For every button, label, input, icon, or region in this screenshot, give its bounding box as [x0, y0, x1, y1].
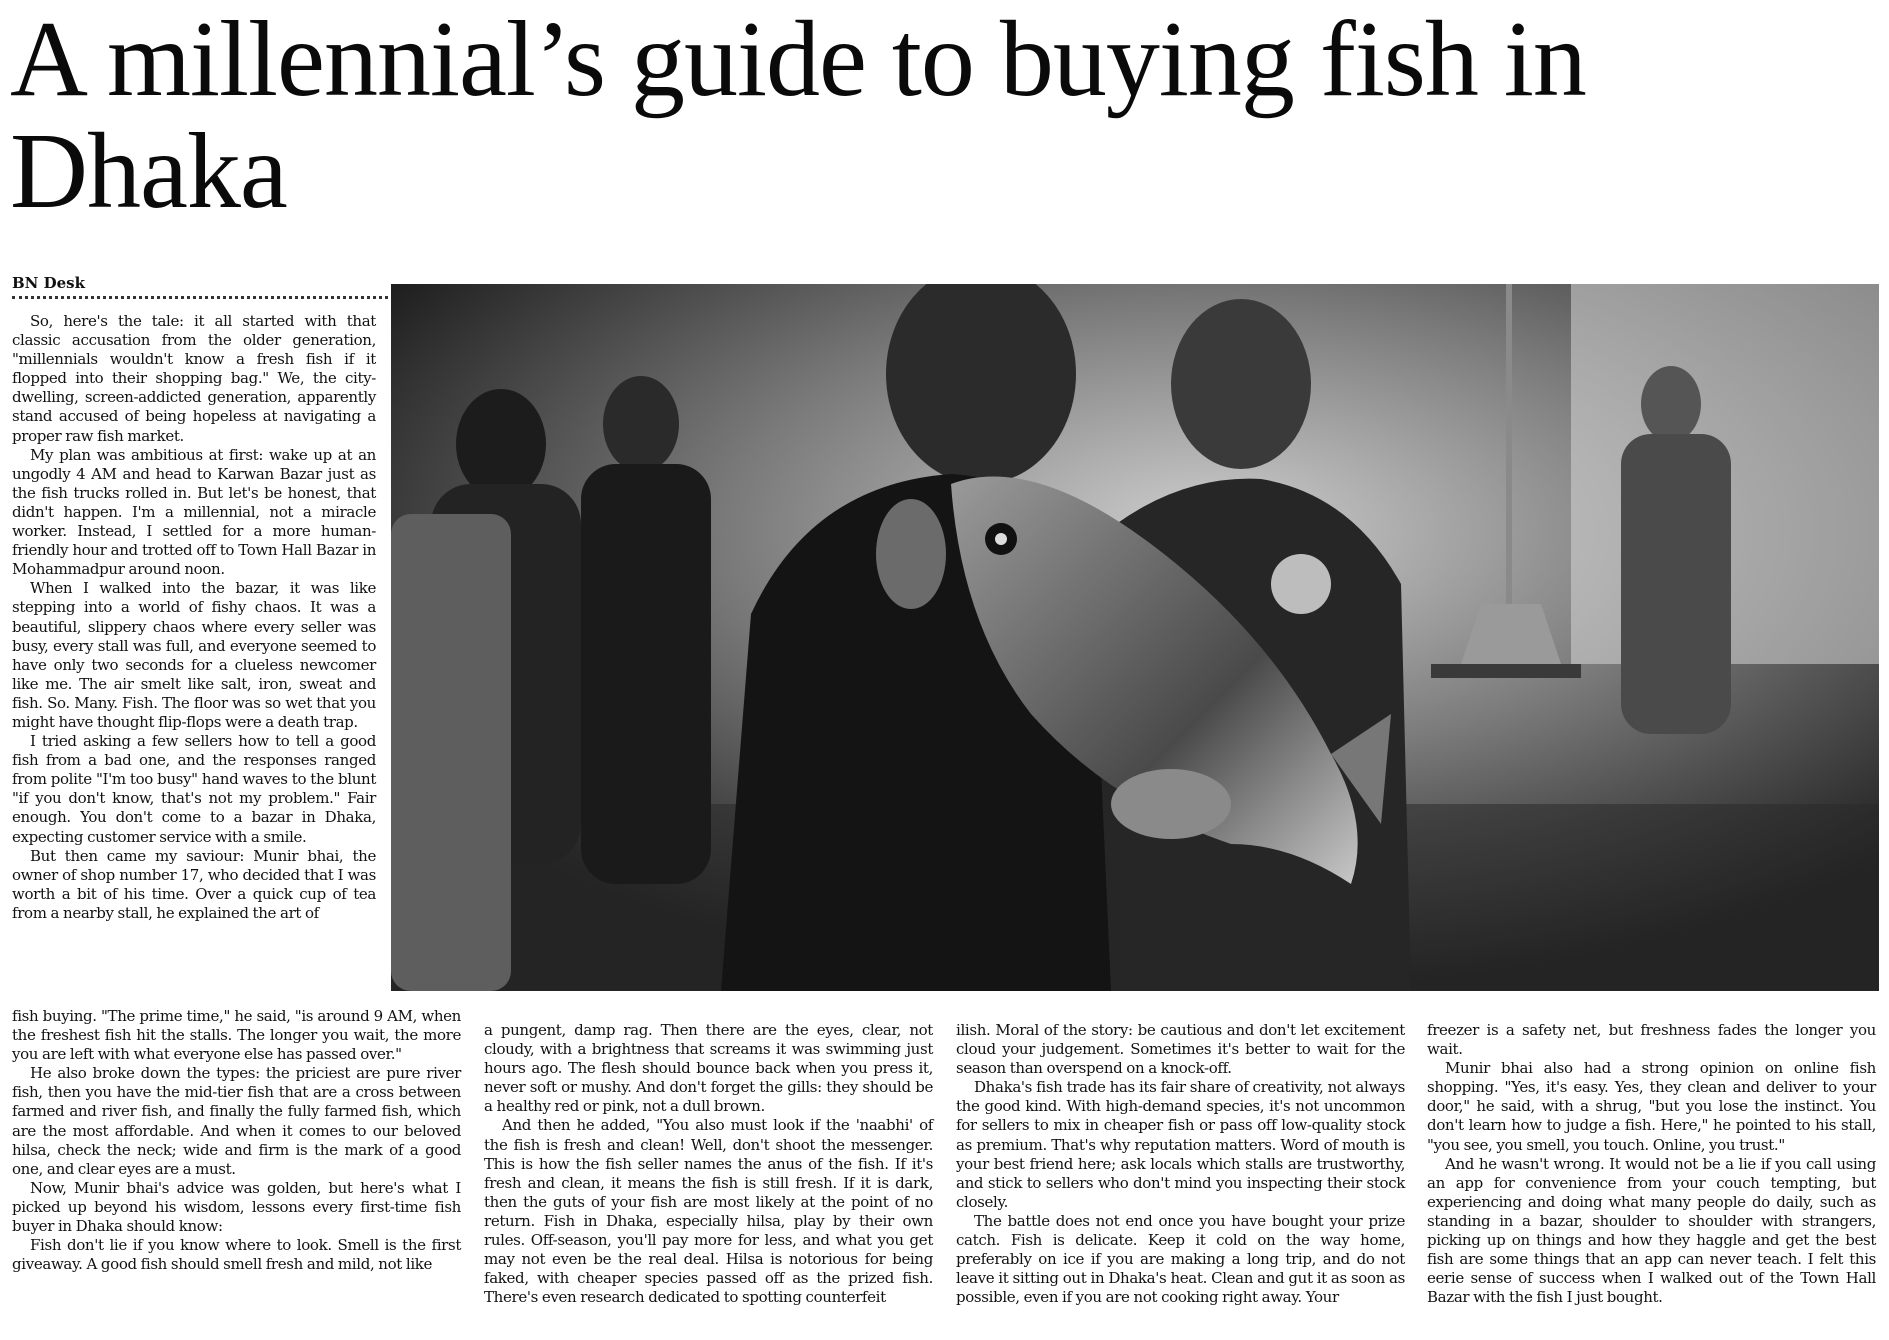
paragraph: When I walked into the bazar, it was like stepping into a world of fishy chaos. It was a beautiful, slippery chaos where every seller was busy, every stall was full, and everyone seemed to have only two seconds for a clueless newcomer like me. The air smelt like salt, iron, sweat and fish. So. Many. Fish. The floor was so wet that you might have thought flip-flops were a death trap.	[12, 579, 376, 731]
headline: A millennial’s guide to buying fish in Dhaka	[10, 0, 1586, 231]
article-column-5	[1427, 1021, 1876, 1307]
paragraph: And he wasn't wrong. It would not be a lie if you call using an app for convenience from your couch tempting, but experiencing and doing what many people do daily, such as standing in a bazar, shoulder to shoulder with strangers, picking up on things and how they haggle and get the best fish are some things that an app can never teach. I felt this eerie sense of success when I walked out of the Town Hall Bazar with the fish I just bought.	[1427, 1154, 1876, 1307]
article-column-3	[484, 1021, 933, 1307]
paragraph: Now, Munir bhai's advice was golden, but here's what I picked up beyond his wisdom, lessons every first-time fish buyer in Dhaka should know:	[12, 1178, 461, 1236]
byline-divider	[12, 296, 388, 299]
paragraph: He also broke down the types: the priciest are pure river fish, then you have the mid-tier fish that are a cross between farmed and river fish, and finally the fully farmed fish, which are the most affordable. And when it comes to our beloved hilsa, check the neck; wide and firm is the mark of a good one, and clear eyes are a must.	[12, 1064, 461, 1178]
paragraph: My plan was ambitious at first: wake up at an ungodly 4 AM and head to Karwan Bazar just as the fish trucks rolled in. But let's be honest, that didn't happen. I'm a millennial, not a miracle worker. Instead, I settled for a more human-friendly hour and trotted off to Town Hall Bazar in Mohammadpur around noon.	[12, 445, 376, 579]
paragraph: Dhaka's fish trade has its fair share of creativity, not always the good kind. With high-demand species, it's not uncommon for sellers to mix in cheaper fish or pass off low-quality stock as premium. That's why reputation matters. Word of mouth is your best friend here; ask locals which stalls are trustworthy, and stick to sellers who don't mind you inspecting their stock closely.	[956, 1078, 1405, 1211]
paragraph-continued: freezer is a safety net, but freshness fades the longer you wait.	[1427, 1021, 1876, 1059]
paragraph: And then he added, "You also must look if the 'naabhi' of the fish is fresh and clean! Well, don't shoot the messenger. This is how the fish seller names the anus of the fish. If it's fresh and clean, it means the fish is still fresh. If it is dark, then the guts of your fish are most likely at the point of no return. Fish in Dhaka, especially hilsa, play by their own rules. Off-season, you'll pay more for less, and what you get may not even be the real deal. Hilsa is notorious for being faked, with cheaper species passed off as the prized fish. There's even research dedicated to spotting counterfeit	[484, 1116, 933, 1307]
paragraph-continued: ilish. Moral of the story: be cautious and don't let excitement cloud your judgement. Sometimes it's better to wait for the season than overspend on a knock-off.	[956, 1021, 1405, 1078]
photo-fish-market-illustration	[391, 284, 1879, 991]
paragraph: The battle does not end once you have bought your prize catch. Fish is delicate. Keep it cold on the way home, preferably on ice if you are making a long trip, and do not leave it sitting out in Dhaka's heat. Clean and gut it as soon as possible, even if you are not cooking right away. Your	[956, 1211, 1405, 1307]
paragraph: Fish don't lie if you know where to look. Smell is the first giveaway. A good fish should smell fresh and mild, not like	[12, 1236, 461, 1274]
article-column-1	[12, 312, 376, 923]
paragraph: I tried asking a few sellers how to tell a good fish from a bad one, and the responses ranged from polite "I'm too busy" hand waves to the blunt "if you don't know, that's not my problem." Fair enough. You don't come to a bazar in Dhaka, expecting customer service with a smile.	[12, 732, 376, 846]
paragraph: Munir bhai also had a strong opinion on online fish shopping. "Yes, it's easy. Yes, they clean and deliver to your door," he said, with a shrug, "but you lose the instinct. You don't learn how to judge a fish. Here," he pointed to his stall, "you see, you smell, you touch. Online, you trust."	[1427, 1059, 1876, 1154]
article-column-4	[956, 1021, 1405, 1307]
paragraph-continued: a pungent, damp rag. Then there are the eyes, clear, not cloudy, with a brightness that screams it was swimming just hours ago. The flesh should bounce back when you press it, never soft or mushy. And don't forget the gills: they should be a healthy red or pink, not a dull brown.	[484, 1021, 933, 1116]
article-photo	[391, 284, 1879, 991]
paragraph: So, here's the tale: it all started with that classic accusation from the older generation, "millennials wouldn't know a fresh fish if it flopped into their shopping bag." We, the city-dwelling, screen-addicted generation, apparently stand accused of being hopeless at navigating a proper raw fish market.	[12, 312, 376, 445]
article-column-2	[12, 1007, 461, 1274]
byline: BN Desk	[12, 274, 86, 292]
paragraph: But then came my saviour: Munir bhai, the owner of shop number 17, who decided that I was worth a bit of his time. Over a quick cup of tea from a nearby stall, he explained the art of	[12, 846, 376, 922]
paragraph-continued: fish buying. "The prime time," he said, "is around 9 AM, when the freshest fish hit the stalls. The longer you wait, the more you are left with what everyone else has passed over."	[12, 1007, 461, 1064]
